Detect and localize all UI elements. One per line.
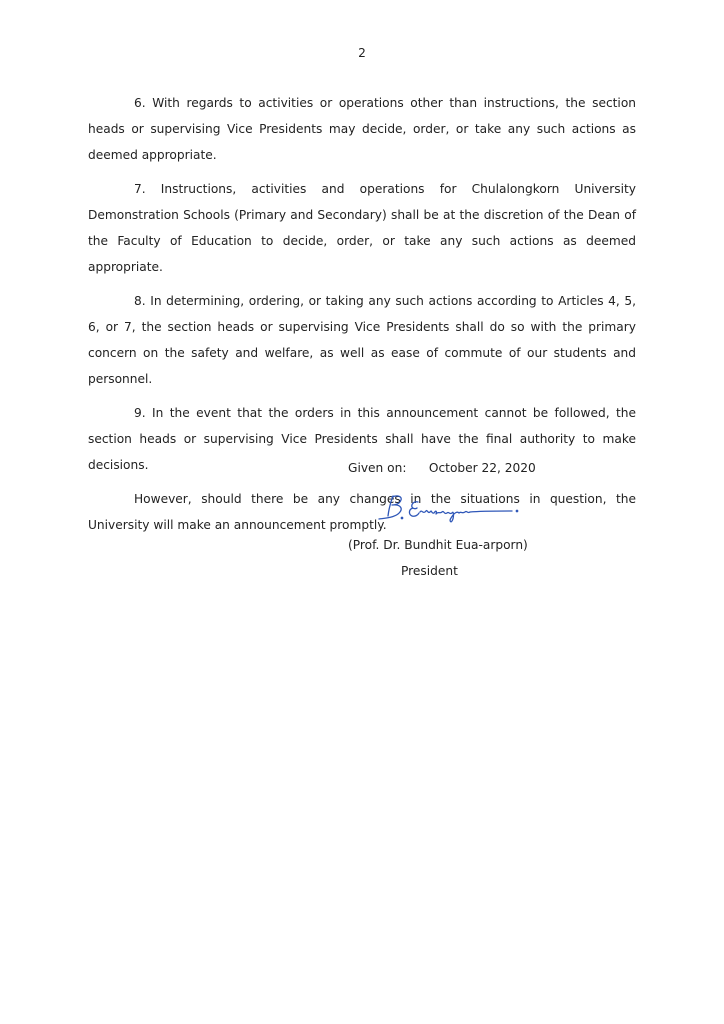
paragraph-closing: However, should there be any changes in the situations in question, the University will make an announcement promptly.: [88, 492, 636, 532]
announcement-body: [88, 90, 636, 546]
paragraph-article-9: 9. In the event that the orders in this announcement cannot be followed, the section heads or supervising Vice Presidents shall have the final authority to make decisions.: [88, 406, 636, 472]
given-on-date: October 22, 2020: [428, 461, 536, 475]
paragraph-article-6: 6. With regards to activities or operations other than instructions, the section heads or supervising Vice Presidents may decide, order, or take any such actions as deemed appropriate.: [88, 96, 636, 162]
paragraph-article-8: 8. In determining, ordering, or taking any such actions according to Articles 4, 5, 6, or 7, the section heads or supervising Vice Presidents shall do so with the primary concern on the safety and welfare, as well as ease of commute of our students and personnel.: [88, 294, 636, 386]
signer-block: [348, 532, 528, 584]
signature-image: [366, 492, 526, 526]
paragraph-article-7: 7. Instructions, activities and operations for Chulalongkorn University Demonstration Schools (Primary and Secondary) shall be at the discretion of the Dean of the Faculty of Education to decide, order, or take any such actions as deemed appropriate.: [88, 182, 636, 274]
page-number: 2: [358, 46, 366, 60]
given-on-line: [348, 461, 536, 475]
signer-name: (Prof. Dr. Bundhit Eua-arporn): [348, 538, 528, 552]
signer-title: President: [401, 564, 458, 578]
given-on-label: Given on:: [348, 461, 407, 475]
